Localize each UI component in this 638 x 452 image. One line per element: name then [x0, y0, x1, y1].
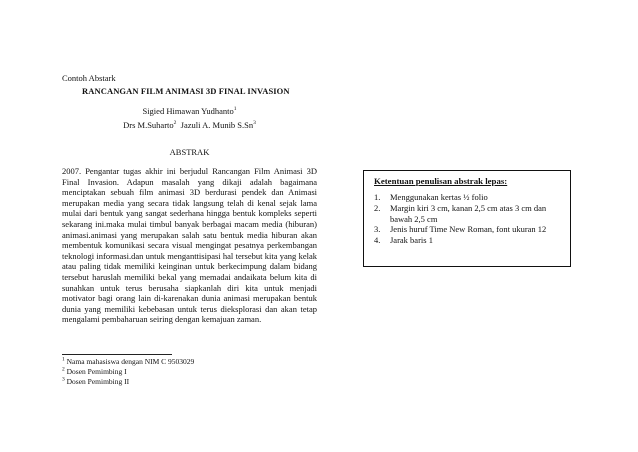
footnote-text: Nama mahasiswa dengan NIM C 9503029 — [66, 357, 195, 366]
abstract-heading: ABSTRAK — [169, 147, 210, 157]
author-line-1 — [62, 104, 317, 118]
guideline-text: Jarak baris 1 — [390, 235, 433, 246]
document-title: RANCANGAN FILM ANIMASI 3D FINAL INVASION — [82, 86, 290, 96]
footnote-separator — [62, 354, 172, 355]
author-footnote-marker: 3 — [253, 120, 256, 127]
guideline-text: Menggunakan kertas ½ folio — [390, 192, 488, 202]
abstract-paragraph: 2007. Pengantar tugas akhir ini berjudul Rancangan Film Animasi 3D Final Invasion. Adapun masalah yang dikaji adalah bagaimana menciptakan sebuah film animasi 3D berdurasi pendek dan Animasi merupakan media yang secara tidak langsung telah di kenal sejak lama mulai dari bentuk yang sangat sederhana hingga bentuk kompleks seperti sekarang ini.maka mulai timbul banyak berbagai macam media (hiburan) animasi.animasi yang merupakan salah satu bentuk media hiburan akan membentuk komunikasi secara visual mengingat pesatnya perkembangan teknologi informasi.dan untuk menganttisipasi hal tersebut kita yang kelak atau paling tidak memiliki keinginan untuk berkecimpung dalam bidang tersebut haruslah memiliki bekal yang memadai andaikata belum kita di sunahkan untuk terus berusaha siapkanlah diri kita untuk menjadi motivator bagi orang lain di-karenakan dunia animasi merupakan bentuk dunia yang memiliki kebebasan untuk terus dieksplorasi dan akan tetap mengalami pembaharuan seiring dengan kemajuan zaman. — [62, 166, 317, 325]
abstract-body — [62, 166, 317, 325]
document-label: Contoh Abstark — [62, 73, 116, 83]
guidelines-list — [374, 192, 562, 246]
guideline-item — [374, 203, 562, 225]
guideline-text: Margin kiri 3 cm, kanan 2,5 cm atas 3 cm dan bawah 2,5 cm — [390, 202, 547, 224]
footnote-text: Dosen Pemimbing I — [66, 367, 127, 376]
footnote — [62, 377, 262, 387]
footnotes — [62, 357, 262, 387]
footnote-number: 2 — [62, 366, 65, 373]
footnote-text: Dosen Pemimbing II — [66, 377, 130, 386]
supervisor-name: Drs M.Suharto — [123, 120, 174, 130]
footnote-number: 3 — [62, 376, 65, 383]
author-block — [62, 104, 317, 132]
guideline-number: 1. — [374, 192, 381, 202]
guideline-number: 3. — [374, 224, 381, 235]
author-line-2 — [62, 118, 317, 132]
author-name: Sigied Himawan Yudhanto — [142, 106, 234, 116]
guideline-number: 2. — [374, 202, 381, 213]
guidelines-title: Ketentuan penulisan abstrak lepas: — [374, 176, 508, 186]
guideline-number: 4. — [374, 235, 381, 246]
author-footnote-marker: 2 — [173, 120, 177, 127]
footnote-number: 1 — [62, 356, 65, 363]
guideline-text: Jenis huruf Time New Roman, font ukuran 12 — [390, 224, 547, 235]
guidelines-box — [363, 170, 571, 267]
guideline-item — [374, 235, 562, 246]
supervisor-name: Jazuli A. Munib S.Sn — [180, 120, 254, 130]
guideline-item — [374, 224, 562, 235]
footnote — [62, 357, 262, 367]
author-footnote-marker: 1 — [233, 106, 237, 113]
footnote — [62, 367, 262, 377]
guideline-item — [374, 192, 562, 203]
